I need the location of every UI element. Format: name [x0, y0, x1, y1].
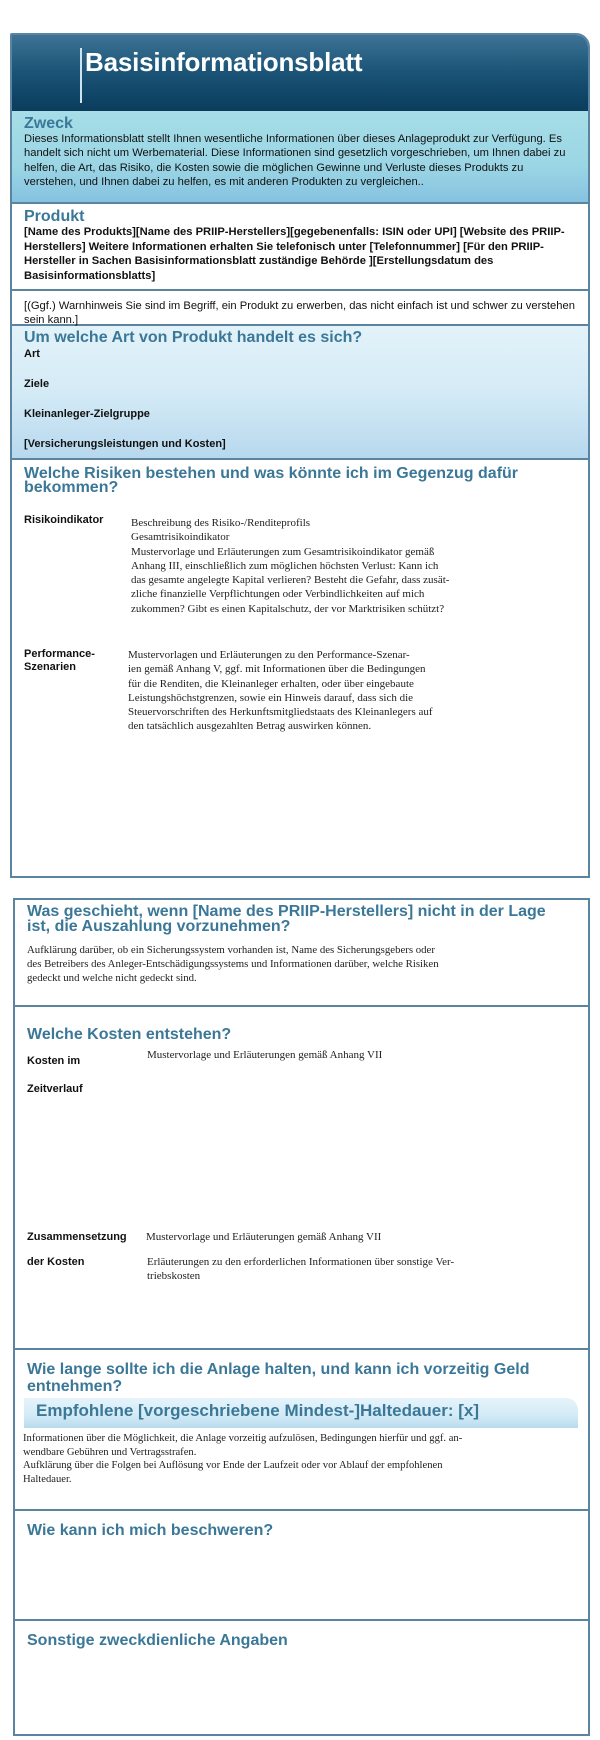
- costs-heading: Welche Kosten entstehen?: [27, 1026, 232, 1043]
- warning-notice: [(Ggf.) Warnhinweis Sie sind im Begriff, ein Produkt zu erwerben, das nicht einfach ist und schwer zu verstehen sein kann.]: [12, 293, 588, 326]
- document-header: [12, 35, 588, 111]
- text-line: Erläuterungen zu den erforderlichen Informationen über sonstige Ver-: [147, 1256, 455, 1268]
- section-purpose: [12, 111, 588, 204]
- risk-indicator-label: Risikoindikator: [24, 514, 104, 526]
- label-line: Szenarien: [24, 661, 76, 673]
- default-heading: Was geschieht, wenn [Name des PRIIP-Herstellers] nicht in der Lage ist, die Auszahlung vorzunehmen?: [27, 903, 546, 935]
- product-type-item: Ziele: [24, 378, 50, 390]
- section-holding-period: [15, 1348, 588, 1509]
- product-heading: Produkt: [24, 208, 85, 225]
- text-line: Anhang III, einschließlich zum möglichen höchsten Verlust: Kann ich: [131, 559, 439, 572]
- document-title: Basisinformationsblatt: [85, 47, 363, 77]
- text-line: Mustervorlagen und Erläuterungen zu den Performance-Szenar-: [128, 649, 410, 661]
- section-product-type: [12, 326, 588, 460]
- text-line: Beschreibung des Risiko-/Renditeprofils: [131, 517, 311, 529]
- performance-label: [24, 648, 95, 674]
- product-type-heading: Um welche Art von Produkt handelt es sich?: [24, 329, 363, 346]
- text-line: Gesamtrisikoindikator: [131, 531, 230, 544]
- document-page-2: [13, 898, 590, 1736]
- section-risks: [12, 462, 588, 876]
- text-line: zukommen? Gibt es einen Kapitalschutz, der vor Marktrisiken schützt?: [131, 602, 445, 615]
- section-default: [15, 900, 588, 1005]
- default-text: [27, 943, 576, 985]
- text-line: Informationen über die Möglichkeit, die Anlage vorzeitig aufzulösen, Bedingungen hierfür und ggf. an-: [23, 1433, 463, 1444]
- text-line: Aufklärung darüber, ob ein Sicherungssystem vorhanden ist, Name des Sicherungsgebers oder: [27, 944, 435, 956]
- text-line: ien gemäß Anhang V, ggf. mit Informationen über die Bedingungen: [128, 663, 426, 676]
- text-line: wendbare Gebühren und Vertragsstrafen.: [23, 1446, 197, 1458]
- costs-over-time-label: [27, 1047, 83, 1103]
- product-text: [Name des Produkts][Name des PRIIP-Herstellers][gegebenenfalls: ISIN oder UPI] [Website des PRIIP-Herstellers] Weitere Informationen erhalten Sie telefonisch unter [Telefonnummer] [Für den PRIIP-Hersteller in Sachen Basisinformationsblatt zuständige Behörde ][Erstellungsdatum des Basisinformationsblatts]: [24, 226, 565, 282]
- label-line: Performance-: [24, 648, 95, 660]
- label-line: Zeitverlauf: [27, 1083, 83, 1095]
- product-type-item: [Versicherungsleistungen und Kosten]: [24, 438, 226, 450]
- performance-text: [128, 648, 568, 734]
- text-line: Aufklärung über die Folgen bei Auflösung vor Ende der Laufzeit oder vor Ablauf der empfohlenen: [23, 1460, 443, 1472]
- text-line: zliche finanzielle Verpflichtungen oder Verbindlichkeiten auf mich: [131, 588, 425, 601]
- risks-heading: Welche Risiken bestehen und was könnte ich im Gegenzug dafür bekommen?: [24, 465, 519, 496]
- recommended-holding-period: Empfohlene [vorgeschriebene Mindest-]Haltedauer: [x]: [24, 1398, 578, 1428]
- section-complaints: [15, 1509, 588, 1619]
- text-line: Steuervorschriften des Herkunftsmitgliedstaats des Kleinanlegers auf: [128, 706, 433, 719]
- costs-over-time-text: Mustervorlage und Erläuterungen gemäß Anhang VII: [147, 1049, 383, 1061]
- text-line: des Betreibers des Anleger-Entschädigungssystems und Informationen darüber, welche Risiken: [27, 958, 439, 970]
- text-line: das gesamte angelegte Kapital verlieren? Besteht die Gefahr, dass zusät-: [131, 574, 450, 587]
- holding-heading: Wie lange sollte ich die Anlage halten, und kann ich vorzeitig Geld entnehmen?: [27, 1361, 530, 1395]
- text-line: den tatsächlich ausgezahlten Betrag auswirken können.: [128, 720, 372, 733]
- purpose-text: Dieses Informationsblatt stellt Ihnen wesentliche Informationen über dieses Anlageprodukt zur Verfügung. Es handelt sich nicht um Werbematerial. Diese Informationen sind gesetzlich vorgeschrieben, um Ihnen dabei zu helfen, die Art, das Risiko, die Kosten sowie die möglichen Gewinne und Verluste dieses Produkts zu verstehen, und Ihnen dabei zu helfen, es mit anderen Produkten zu vergleichen..: [24, 133, 566, 188]
- text-line: für die Renditen, die Kleinanleger erhalten, oder über eingebaute: [128, 677, 414, 690]
- complaints-heading: Wie kann ich mich beschweren?: [27, 1522, 274, 1539]
- risk-indicator-text: [131, 516, 571, 616]
- purpose-heading: Zweck: [24, 115, 73, 132]
- section-product: [12, 206, 588, 291]
- text-line: Mustervorlage und Erläuterungen zum Gesamtrisikoindikator gemäß: [131, 545, 435, 558]
- text-line: gedeckt und welche nicht gedeckt sind.: [27, 972, 197, 984]
- product-type-item: Kleinanleger-Zielgruppe: [24, 408, 150, 420]
- text-line: triebskosten: [147, 1270, 201, 1283]
- other-info-heading: Sonstige zweckdienliche Angaben: [27, 1632, 288, 1649]
- product-type-item: Art: [24, 348, 40, 360]
- label-line: der Kosten: [27, 1256, 85, 1268]
- text-line: Leistungshöchstgrenzen, sowie ein Hinweis darauf, dass sich die: [128, 691, 414, 704]
- holding-text: [23, 1432, 583, 1486]
- costs-composition-extra: [147, 1255, 567, 1284]
- section-other-info: [15, 1619, 588, 1734]
- section-costs: [15, 1005, 588, 1348]
- header-divider: [80, 48, 82, 103]
- document-page-1: [10, 33, 590, 878]
- text-line: Haltedauer.: [23, 1473, 72, 1485]
- costs-composition-text: Mustervorlage und Erläuterungen gemäß Anhang VII: [146, 1231, 382, 1243]
- label-line: Zusammensetzung: [27, 1231, 127, 1243]
- label-line: Kosten im: [27, 1055, 81, 1067]
- costs-composition-label: [27, 1225, 127, 1275]
